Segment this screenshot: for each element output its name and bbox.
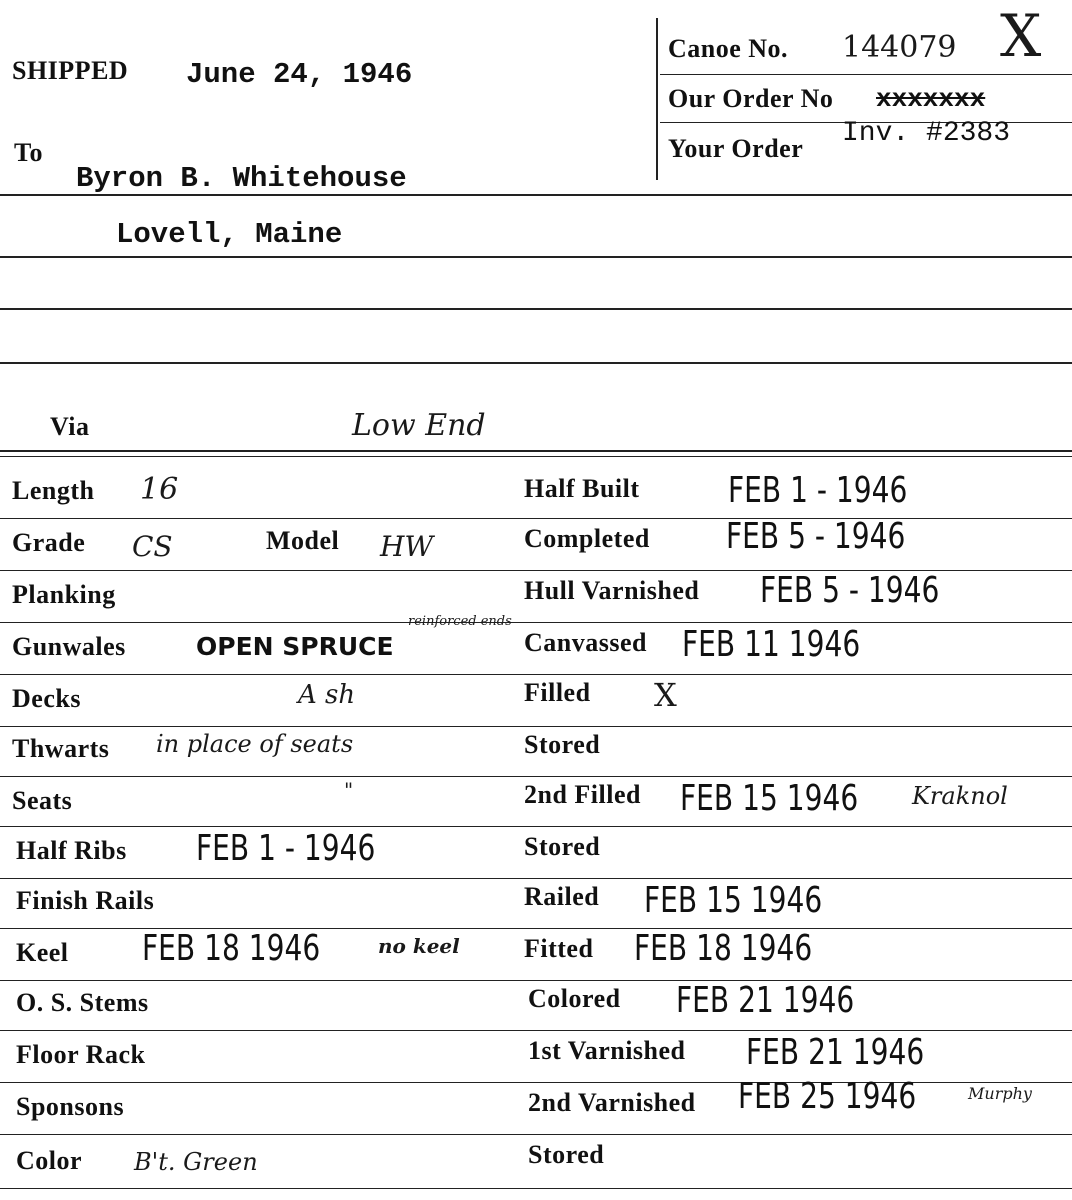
stored-label-2: Stored	[524, 832, 601, 861]
second-varnished-date: FEB 25 1946	[738, 1076, 917, 1117]
via-line-double	[0, 456, 1072, 457]
length-label: Length	[12, 476, 95, 505]
row-line	[0, 518, 1072, 519]
second-filled-note: Kraknol	[912, 782, 1008, 810]
canvassed-date: FEB 11 1946	[682, 624, 861, 665]
gunwales-label: Gunwales	[12, 632, 126, 661]
thwarts-label: Thwarts	[12, 734, 110, 763]
first-varnished-date: FEB 21 1946	[746, 1032, 925, 1073]
via-line	[0, 450, 1072, 452]
header-box-divider	[656, 18, 658, 180]
filled-check-mark: X	[654, 676, 677, 714]
keel-date: FEB 18 1946	[142, 928, 321, 969]
half-built-label: Half Built	[524, 474, 640, 503]
gunwales-note: reinforced ends	[408, 614, 512, 629]
thwarts-value: in place of seats	[156, 730, 354, 758]
canvassed-label: Canvassed	[524, 628, 647, 657]
finish-rails-label: Finish Rails	[16, 886, 155, 915]
second-filled-date: FEB 15 1946	[680, 778, 859, 819]
row-line	[0, 776, 1072, 777]
row-line	[0, 1134, 1072, 1135]
hull-varnished-date: FEB 5 - 1946	[760, 570, 940, 611]
decks-value: A sh	[298, 680, 356, 710]
first-varnished-label: 1st Varnished	[528, 1036, 686, 1065]
row-line	[0, 674, 1072, 675]
address-line-2	[0, 256, 1072, 258]
via-value: Low End	[352, 408, 486, 443]
keel-note: no keel	[378, 934, 460, 958]
your-order-value: Inv. #2383	[842, 118, 1011, 149]
grade-value: CS	[132, 530, 173, 563]
stored-label-1: Stored	[524, 730, 601, 759]
recipient-name: Byron B. Whitehouse	[76, 162, 407, 195]
filled-label: Filled	[524, 678, 591, 707]
second-varnished-note: Murphy	[968, 1084, 1032, 1103]
canoe-number-value: 144079	[842, 30, 957, 65]
model-value: HW	[380, 530, 434, 563]
our-order-label: Our Order No	[668, 84, 834, 113]
half-ribs-date: FEB 1 - 1946	[196, 828, 376, 869]
railed-date: FEB 15 1946	[644, 880, 823, 921]
second-varnished-label: 2nd Varnished	[528, 1088, 696, 1117]
model-label: Model	[266, 526, 340, 555]
color-label: Color	[16, 1146, 83, 1175]
keel-label: Keel	[16, 938, 69, 967]
second-filled-label: 2nd Filled	[524, 780, 641, 809]
stored-label-3: Stored	[528, 1140, 605, 1169]
row-line	[0, 622, 1072, 623]
via-label: Via	[50, 412, 90, 441]
address-line-1	[0, 194, 1072, 196]
row-line	[0, 1188, 1072, 1189]
os-stems-label: O. S. Stems	[16, 988, 149, 1017]
address-line-3	[0, 308, 1072, 310]
to-label: To	[14, 138, 43, 167]
planking-label: Planking	[12, 580, 116, 609]
hull-varnished-label: Hull Varnished	[524, 576, 700, 605]
row-line	[0, 1030, 1072, 1031]
canoe-check-mark: X	[1000, 2, 1042, 70]
recipient-address: Lovell, Maine	[116, 218, 343, 251]
completed-label: Completed	[524, 524, 650, 553]
row-line	[0, 726, 1072, 727]
fitted-date: FEB 18 1946	[634, 928, 813, 969]
seats-label: Seats	[12, 786, 73, 815]
railed-label: Railed	[524, 882, 600, 911]
half-ribs-label: Half Ribs	[16, 836, 127, 865]
colored-label: Colored	[528, 984, 621, 1013]
our-order-value: xxxxxxx	[876, 84, 986, 114]
seats-value: "	[344, 778, 354, 802]
length-value: 16	[140, 472, 179, 507]
gunwales-value: OPEN SPRUCE	[196, 632, 394, 661]
canoe-number-label: Canoe No.	[668, 34, 789, 63]
row-line	[0, 980, 1072, 981]
your-order-label: Your Order	[668, 134, 804, 163]
shipped-date: June 24, 1946	[186, 58, 413, 91]
grade-label: Grade	[12, 528, 86, 557]
sponsons-label: Sponsons	[16, 1092, 125, 1121]
header-box-line-1	[660, 74, 1072, 75]
colored-date: FEB 21 1946	[676, 980, 855, 1021]
row-line	[0, 878, 1072, 879]
half-built-date: FEB 1 - 1946	[728, 470, 908, 511]
floor-rack-label: Floor Rack	[16, 1040, 146, 1069]
decks-label: Decks	[12, 684, 81, 713]
row-line	[0, 826, 1072, 827]
address-line-4	[0, 362, 1072, 364]
color-value: B't. Green	[134, 1148, 258, 1176]
completed-date: FEB 5 - 1946	[726, 516, 906, 557]
fitted-label: Fitted	[524, 934, 594, 963]
shipped-label: SHIPPED	[12, 56, 129, 85]
